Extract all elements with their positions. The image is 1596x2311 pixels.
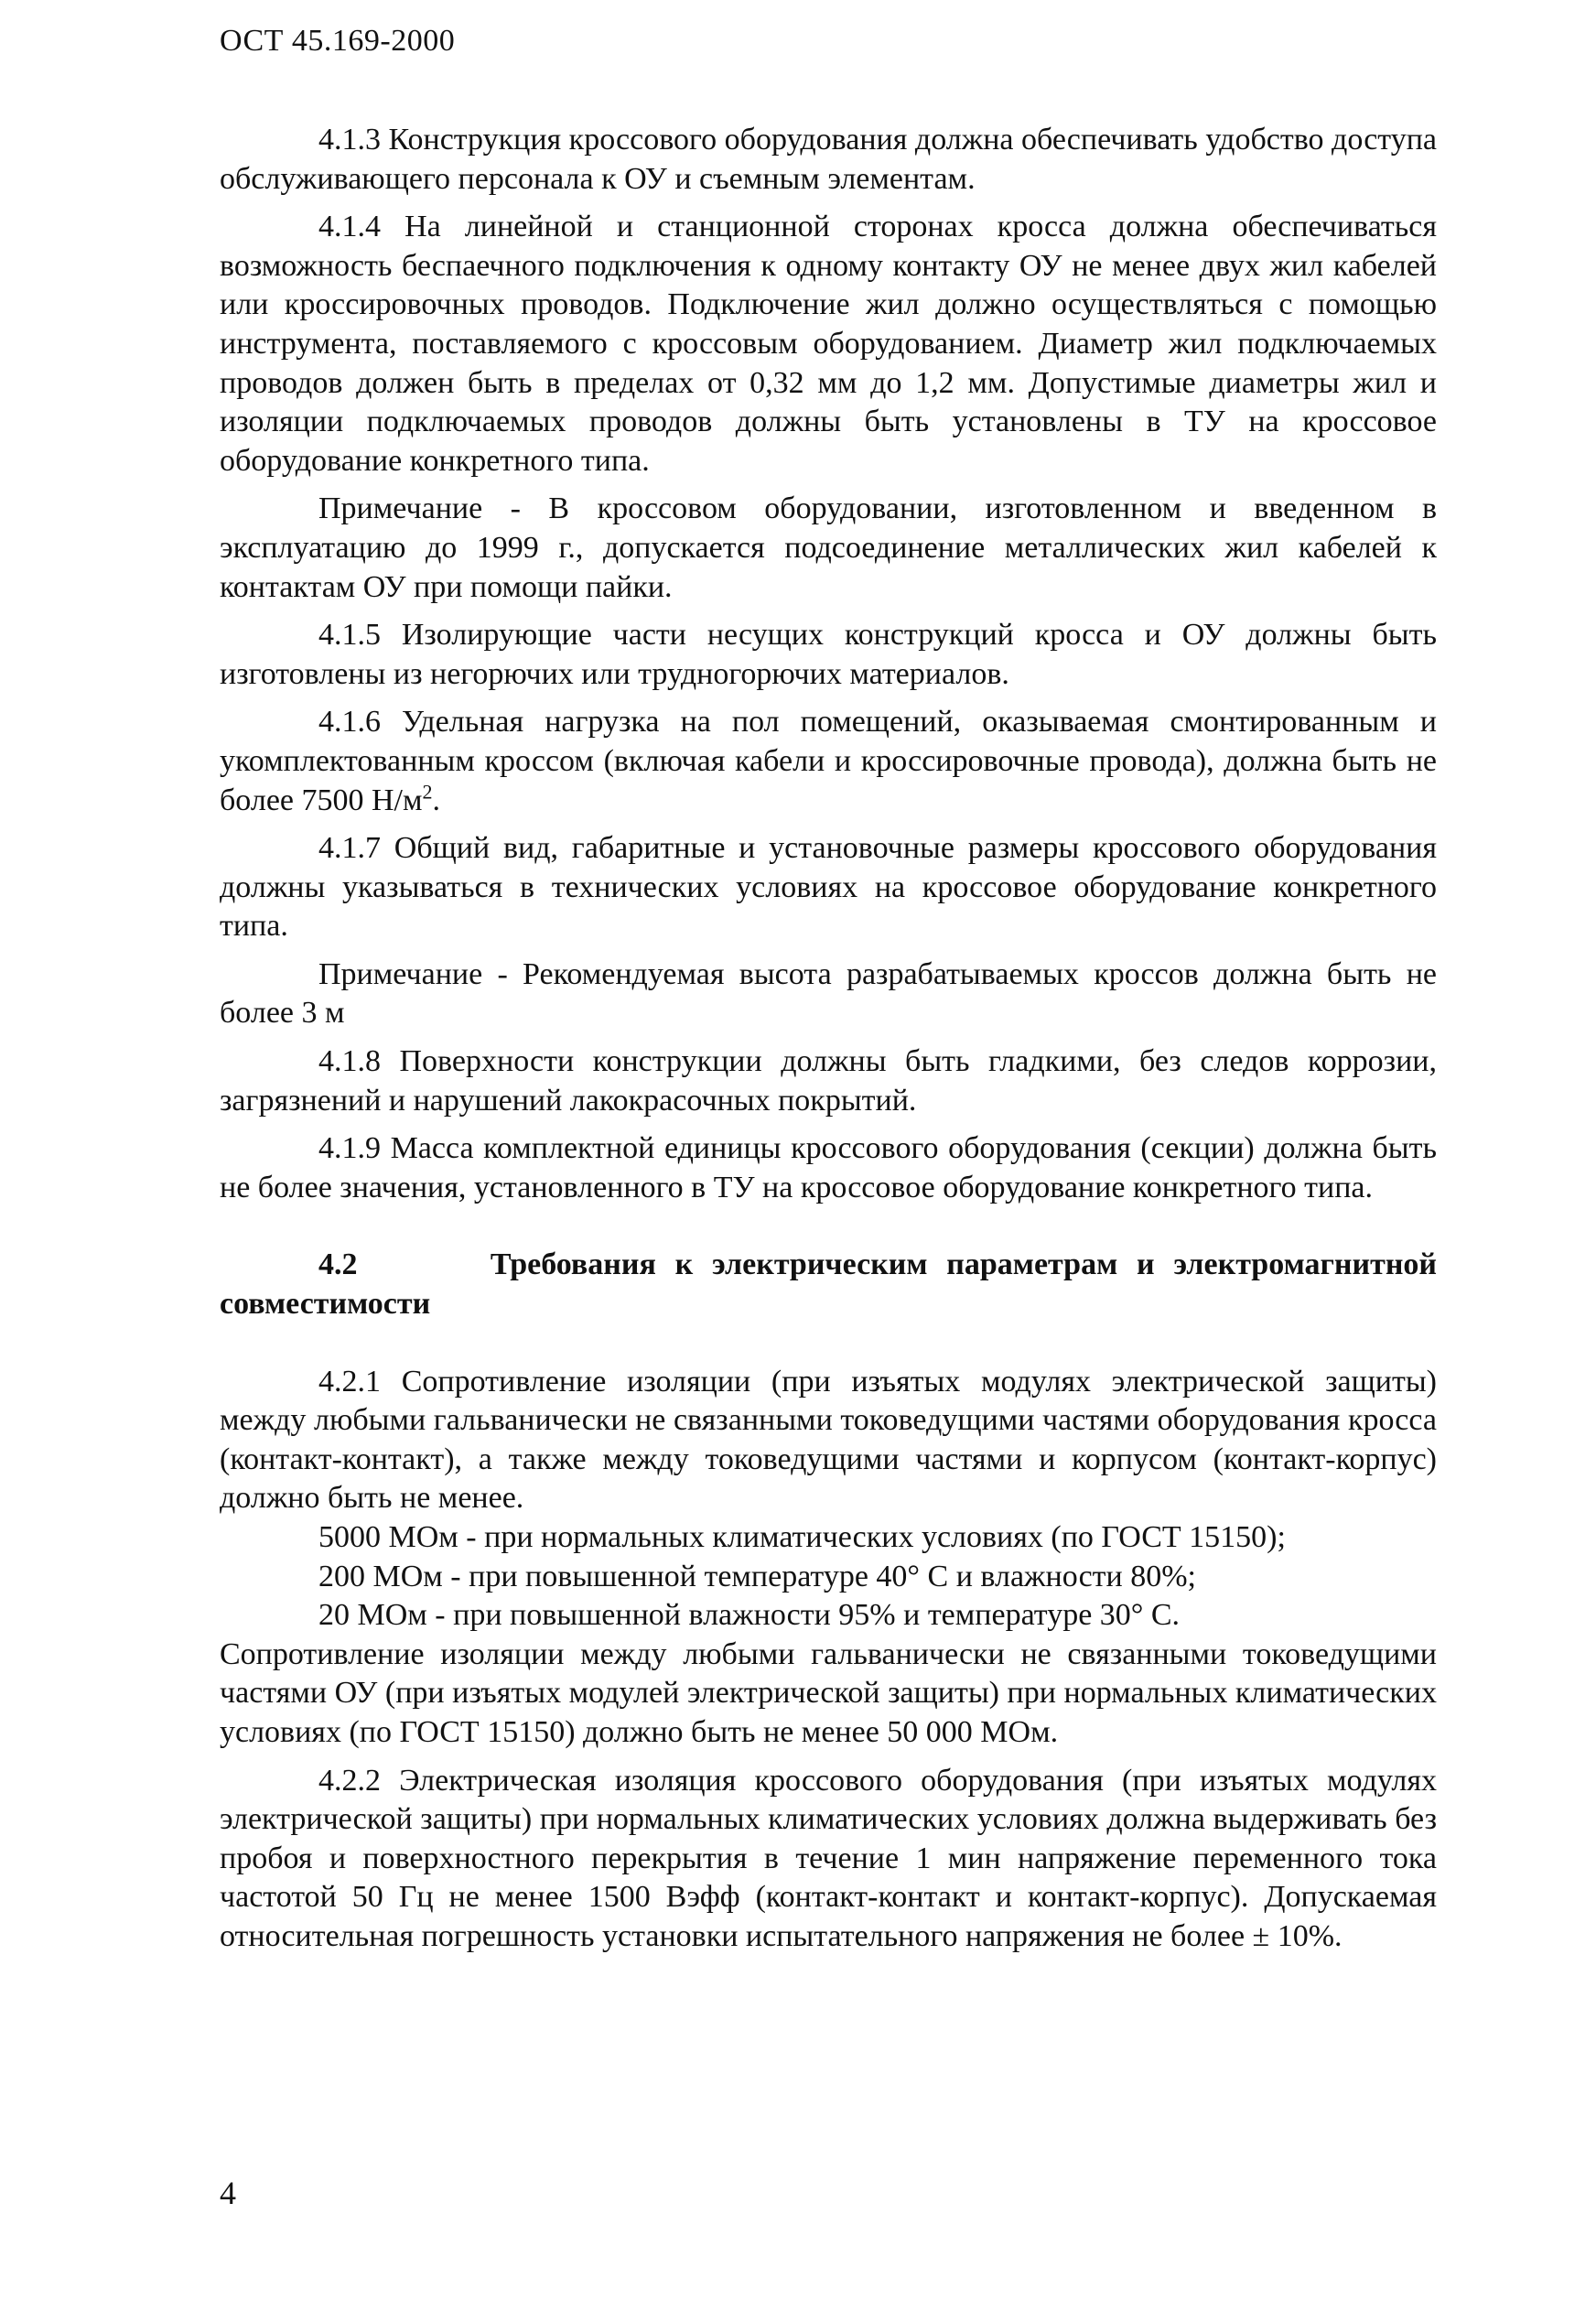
page-number: 4 — [220, 2175, 236, 2211]
paragraph-4-1-4: 4.1.4 На линейной и станционной сторонах кросса должна обеспечиваться возможность беспаечного подключения к одному контакту ОУ не менее двух жил кабелей или кроссировочных проводов. Подключение жил должно осуществляться с помощью инструмента, поставляемого с кроссовым оборудованием. Диаметр жил подключаемых проводов должен быть в пределах от 0,32 мм до 1,2 мм. Допустимые диаметры жил и изоляции подключаемых проводов должны быть установлены в ТУ на кроссовое оборудование конкретного типа. — [220, 210, 1437, 478]
section-title-line1: Требования к электрическим параметрам и электромагнитной — [490, 1247, 1437, 1282]
superscript-2: 2 — [422, 780, 433, 804]
section-number: 4.2 — [318, 1247, 358, 1282]
paragraph-4-1-5: 4.1.5 Изолирующие части несущих конструкций кросса и ОУ должны быть изготовлены из негорючих или трудногорючих материалов. — [220, 618, 1437, 691]
paragraph-4-1-9: 4.1.9 Масса комплектной единицы кроссового оборудования (секции) должна быть не более значения, установленного в ТУ на кроссовое оборудование конкретного типа. — [220, 1131, 1437, 1204]
paragraph-4-1-6-end: . — [432, 783, 441, 817]
paragraph-4-1-7: 4.1.7 Общий вид, габаритные и установочные размеры кроссового оборудования должны указываться в технических условиях на кроссовое оборудование конкретного типа. — [220, 831, 1437, 944]
paragraph-4-1-8: 4.1.8 Поверхности конструкции должны быть гладкими, без следов коррозии, загрязнений и нарушений лакокрасочных покрытий. — [220, 1044, 1437, 1118]
resistance-value-high-humidity: 20 МОм - при повышенной влажности 95% и температуре 30° С. — [318, 1598, 1181, 1633]
resistance-values-list — [220, 1518, 1437, 1636]
paragraph-4-1-6 — [220, 703, 1437, 820]
section-title-line2: совместимости — [220, 1287, 431, 1322]
note-soldering: Примечание - В кроссовом оборудовании, изготовленном и введенном в эксплуатацию до 1999 г., допускается подсоединение металлических жил кабелей к контактам ОУ при помощи пайки. — [220, 491, 1437, 604]
paragraph-4-1-3: 4.1.3 Конструкция кроссового оборудования должна обеспечивать удобство доступа обслуживающего персонала к ОУ и съемным элементам. — [220, 123, 1437, 196]
resistance-value-high-temp: 200 МОм - при повышенной температуре 40° С и влажности 80%; — [318, 1559, 1197, 1593]
section-heading-4-2 — [220, 1246, 1437, 1323]
paragraph-4-2-1-intro: 4.2.1 Сопротивление изоляции (при изъятых модулях электрической защиты) между любыми гальванически не связанными токоведущими частями оборудования кросса (контакт-контакт), а также между токоведущими частями и корпусом (контакт-корпус) должно быть не менее. — [220, 1364, 1437, 1516]
document-code-header: ОСТ 45.169-2000 — [220, 24, 456, 58]
section-heading-text — [220, 1246, 1437, 1323]
resistance-value-normal: 5000 МОм - при нормальных климатических условиях (по ГОСТ 15150); — [318, 1520, 1286, 1554]
paragraph-4-1-6-text: 4.1.6 Удельная нагрузка на пол помещений, оказываемая смонтированным и укомплектованным кроссом (включая кабели и кроссировочные провода), должна быть не более 7500 Н/м — [220, 705, 1437, 817]
paragraph-4-2-2: 4.2.2 Электрическая изоляция кроссового оборудования (при изъятых модулях электрической защиты) при нормальных климатических условиях должна выдерживать без пробоя и поверхностного перекрытия в течение 1 мин напряжение переменного тока частотой 50 Гц не менее 1500 Вэфф (контакт-контакт и контакт-корпус). Допускаемая относительная погрешность установки испытательного напряжения не более ± 10%. — [220, 1763, 1437, 1953]
paragraph-4-2-1-after: Сопротивление изоляции между любыми гальванически не связанными токоведущими частями ОУ (при изъятых модулей электрической защиты) при нормальных климатических условиях (по ГОСТ 15150) должно быть не менее 50 000 МОм. — [220, 1636, 1437, 1749]
note-height: Примечание - Рекомендуемая высота разрабатываемых кроссов должна быть не более 3 м — [220, 956, 1437, 1031]
document-body — [220, 121, 1437, 1957]
